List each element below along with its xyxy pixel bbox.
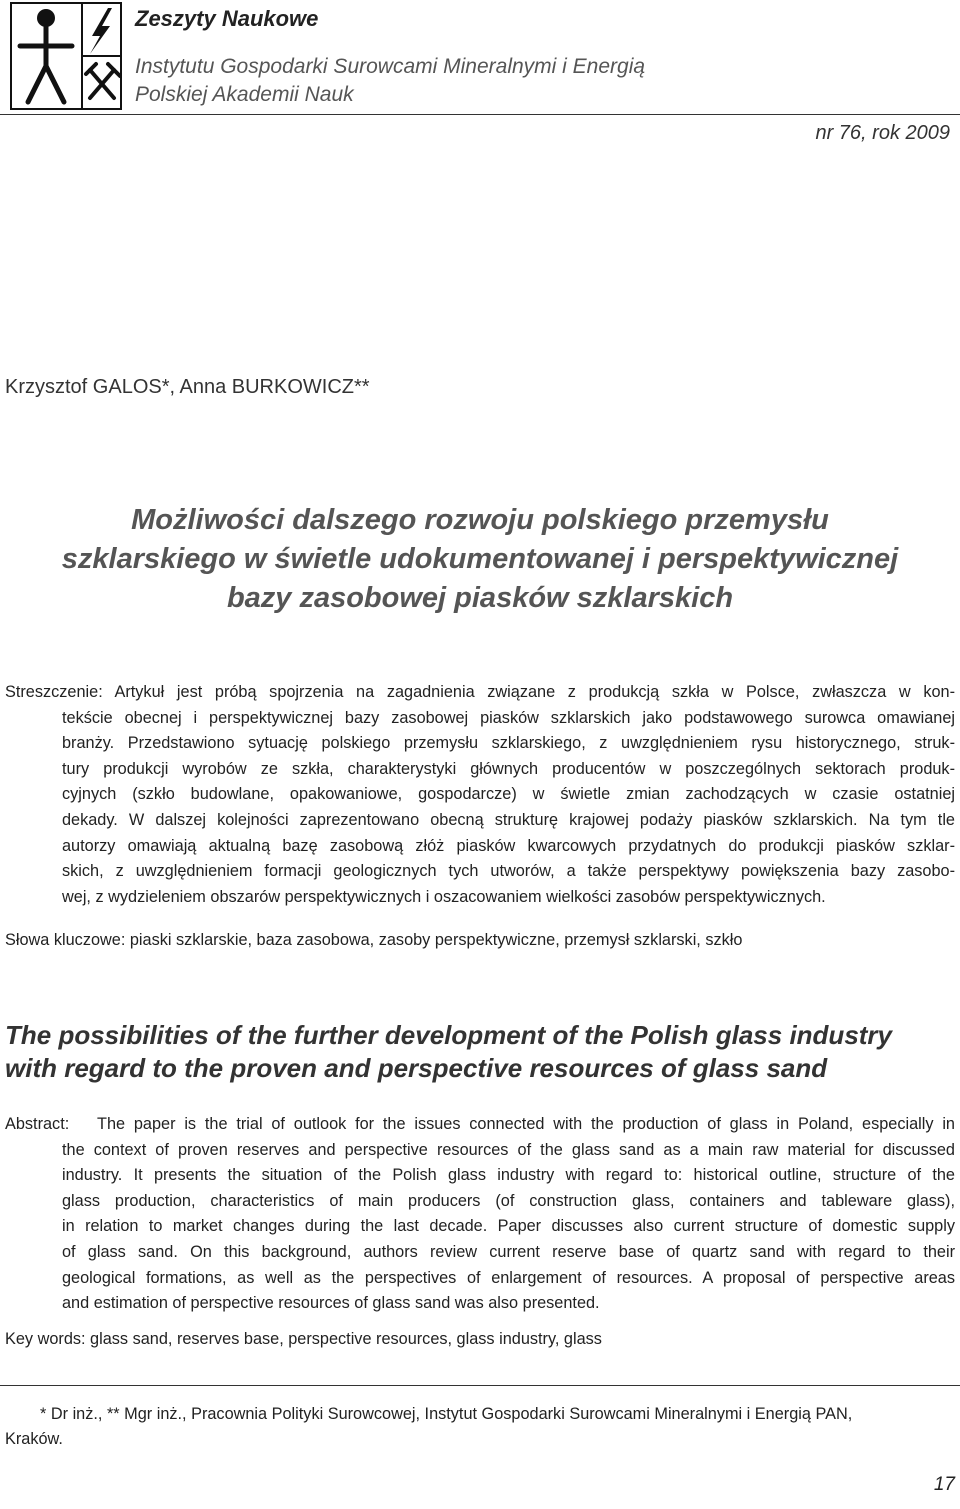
abstract-english-line: industry. It presents the situation of the Polish glass industry with regard to: historical outline, structure of the [62,1166,955,1185]
abstract-polish-line: skich, z uwzględnieniem formacji geologicznych tych utworów, a także perspektywy powiększenia bazy zasobo- [62,862,955,881]
title-polish-line: bazy zasobowej piasków szklarskich [226,582,734,614]
keywords-polish: Słowa kluczowe: piaski szklarskie, baza zasobowa, zasoby perspektywiczne, przemysł szklarski, szkło [5,931,743,949]
abstract-polish-line: dekady. W dalszej kolejności zaprezentowano obecną strukturę krajowej podaży piasków szklarskich. Na tym tle [62,810,955,829]
abstract-english [5,1112,955,1317]
abstract-polish [5,680,955,910]
issue-number: nr 76, rok 2009 [815,122,950,144]
title-polish [0,501,960,618]
title-english-line: with regard to the proven and perspective resources of glass sand [5,1053,828,1083]
footnote [5,1402,955,1452]
abstract-polish-line: tury produkcji wyrobów ze szkła, charakterystyki głównych producentów w poszczególnych sektorach produk- [62,759,955,778]
abstract-label: Abstract: [5,1115,70,1133]
abstract-english-line: the context of proven reserves and perspective resources of the glass sand as a main raw material for discussed [62,1140,955,1159]
title-english [5,1019,892,1085]
institute-name-line1: Instytutu Gospodarki Surowcami Mineralnymi i Energią [135,55,646,78]
abstract-polish-line: Streszczenie: Artykuł jest próbą spojrzenia na zagadnienia związane z produkcją szkła w Polsce, zwłaszcza w kon- [5,683,955,701]
abstract-polish-line: branży. Przedstawiono sytuację polskiego przemysłu szklarskiego, z uwzględnieniem rysu historycznego, struk- [62,734,955,753]
footnote-line: Kraków. [5,1430,63,1448]
abstract-polish-line: autorzy omawiają aktualną bazę zasobową złóż piasków kwarcowych przydatnych do produkcji piasków szklar- [62,836,955,855]
authors: Krzysztof GALOS*, Anna BURKOWICZ** [5,376,370,398]
hammer-and-pick-icon [86,64,120,98]
journal-name: Zeszyty Naukowe [135,6,319,31]
header-divider [0,114,960,115]
lightning-bolt-icon [90,8,112,54]
footnote-line: * Dr inż., ** Mgr inż., Pracownia Polityki Surowcowej, Instytut Gospodarki Surowcami Mineralnymi i Energią PAN, [40,1405,853,1423]
page-number: 17 [933,1474,955,1495]
abstract-polish-line: tekście obecnej i perspektywicznej bazy zasobowej piasków szklarskich jako podstawowego surowca omawianej [62,708,955,727]
abstract-english-line: geological formations, as well as the perspectives of enlargement of resources. A proposal of perspective areas [62,1268,955,1287]
title-polish-line: szklarskiego w świetle udokumentowanej i perspektywicznej [61,543,899,575]
human-figure-icon [20,9,72,102]
abstract-english-line: in relation to market changes during the last decade. Paper discusses also current structure of domestic supply [62,1217,955,1236]
journal-logo [10,2,122,110]
abstract-english-line: The paper is the trial of outlook for the issues connected with the production of glass in Poland, especially in [97,1115,955,1133]
abstract-english-line: glass production, characteristics of main producers (of construction glass, containers and tableware glass), [62,1191,955,1210]
abstract-english-line: and estimation of perspective resources of glass sand was also presented. [62,1294,600,1313]
abstract-polish-line: wej, z wydzieleniem obszarów perspektywicznych i oszacowaniem wielkości zasobów perspektywicznych. [62,887,826,906]
title-english-line: The possibilities of the further development of the Polish glass industry [5,1020,893,1050]
institute-name-line2: Polskiej Akademii Nauk [135,83,354,106]
abstract-english-first-line [5,1112,955,1138]
keywords-english: Key words: glass sand, reserves base, perspective resources, glass industry, glass [5,1330,602,1348]
title-polish-line: Możliwości dalszego rozwoju polskiego przemysłu [131,504,829,536]
abstract-polish-line: cyjnych (szkło budowlane, opakowaniowe, gospodarcze) w świetle zmian zachodzących w czasie ostatniej [62,785,955,804]
abstract-english-line: of glass sand. On this background, authors review current reserve base of quartz sand with regard to their [62,1242,955,1261]
footnote-divider [0,1385,960,1386]
